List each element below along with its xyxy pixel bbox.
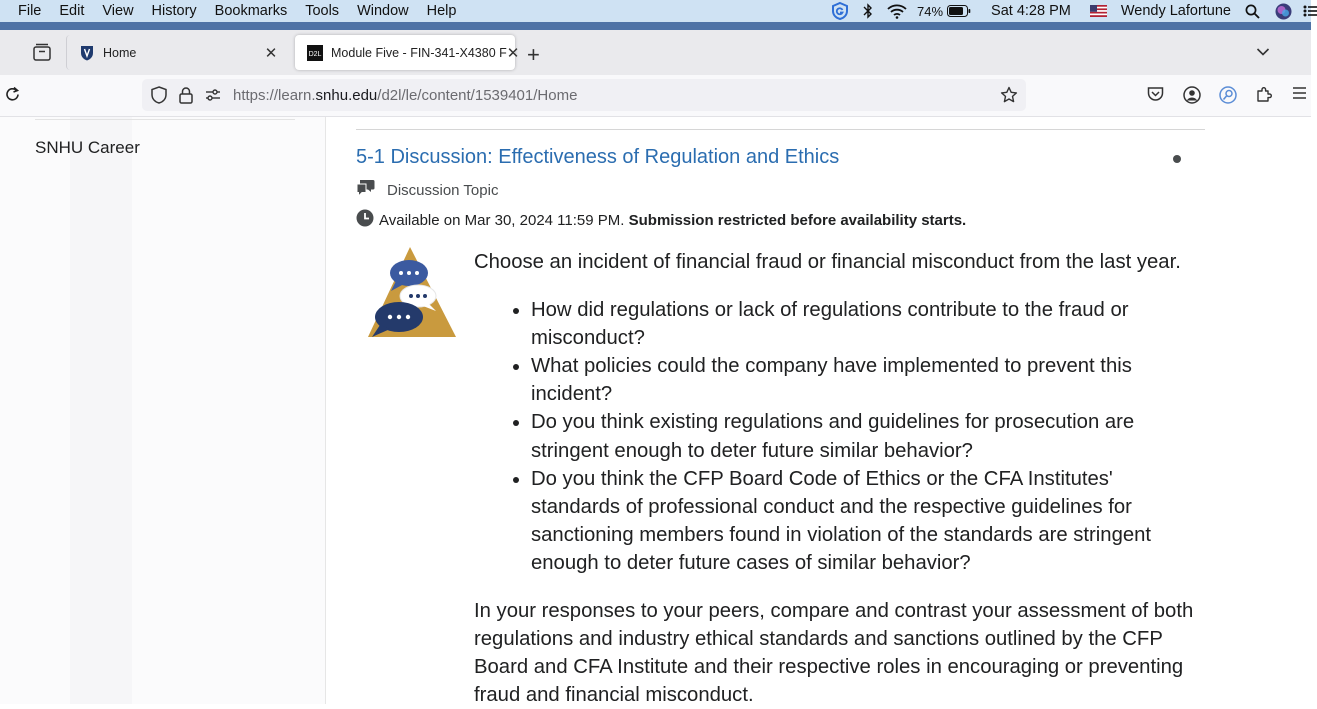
svg-text:D2L: D2L: [308, 50, 322, 58]
siri-icon[interactable]: [1275, 3, 1292, 20]
bluetooth-icon[interactable]: [863, 3, 873, 19]
chevron-down-icon[interactable]: [1256, 44, 1270, 62]
menu-file[interactable]: File: [18, 3, 42, 19]
lock-icon[interactable]: [179, 87, 193, 104]
sidebar-divider: [35, 119, 295, 120]
d2l-favicon-icon: [307, 45, 323, 61]
content-panel: [326, 117, 1311, 707]
menu-window[interactable]: Window: [357, 3, 409, 19]
hamburger-menu-icon[interactable]: [1292, 86, 1307, 105]
address-bar[interactable]: [142, 79, 1026, 111]
reload-icon[interactable]: [4, 86, 21, 108]
topic-title-link[interactable]: 5-1 Discussion: Effectiveness of Regulation and Ethics: [356, 146, 840, 168]
close-tab-icon[interactable]: ✕: [264, 44, 278, 62]
new-tab-icon[interactable]: +: [527, 42, 540, 67]
closing-paragraph: In your responses to your peers, compare and contrast your assessment of both regulations and industry ethical standards and sanctions outlined by the CFP Board and CFA Institute and their respective roles in encouraging or preventing fraud and financial misconduct.: [474, 600, 1194, 707]
navigation-toolbar: [0, 75, 1311, 117]
content-divider: [356, 129, 1205, 130]
extension-blue-icon[interactable]: [1219, 86, 1237, 109]
clock-icon: [356, 209, 374, 231]
tab-strip: [0, 30, 1311, 75]
topic-description: [474, 248, 1204, 709]
account-icon[interactable]: [1183, 86, 1201, 109]
menu-help[interactable]: Help: [426, 3, 457, 19]
tab-title: Module Five - FIN-341-X4380 F: [331, 45, 507, 60]
question-list: [474, 296, 1204, 577]
close-tab-icon[interactable]: ✕: [506, 44, 520, 62]
tab-title: Home: [103, 45, 137, 60]
menu-view[interactable]: View: [102, 3, 134, 19]
menu-tools[interactable]: Tools: [305, 3, 340, 19]
discussion-illustration: [366, 245, 458, 341]
tracking-protection-shield-icon[interactable]: [151, 86, 167, 104]
intro-paragraph: Choose an incident of financial fraud or financial misconduct from the last year.: [474, 251, 1181, 273]
list-item: • Do you think the CFP Board Code of Ethics or the CFA Institutes' standards of professional conduct and the respective guidelines for sanctioning members found in violation of the standards are stringent enough to deter future cases of similar behavior?: [531, 465, 1204, 577]
list-item: • How did regulations or lack of regulations contribute to the fraud or misconduct?: [531, 296, 1204, 352]
grammarly-icon[interactable]: [831, 2, 849, 20]
course-sidebar: [0, 117, 326, 704]
menubar-clock[interactable]: Sat 4:28 PM: [991, 3, 1071, 19]
battery-percent: 74%: [917, 3, 944, 19]
snhu-shield-icon: [79, 45, 95, 61]
tab-home[interactable]: [66, 35, 288, 70]
topic-type: [356, 179, 498, 201]
control-center-icon[interactable]: [1303, 4, 1317, 18]
restriction-text: Submission restricted before availability starts.: [628, 211, 967, 229]
menubar-user[interactable]: Wendy Lafortune: [1120, 3, 1231, 19]
pocket-icon[interactable]: [1147, 86, 1164, 107]
menu-history[interactable]: History: [151, 3, 197, 19]
extensions-puzzle-icon[interactable]: [1256, 86, 1273, 108]
url-text[interactable]: https://learn.snhu.edu/d2l/le/content/1539401/Home: [233, 86, 578, 104]
wifi-icon[interactable]: [887, 4, 907, 19]
list-item: • Do you think existing regulations and guidelines for prosecution are stringent enough to deter future similar behavior?: [531, 408, 1204, 464]
site-permissions-icon[interactable]: [205, 88, 221, 102]
macos-menubar: [0, 0, 1311, 22]
availability-info: [356, 209, 966, 231]
discussion-icon: [356, 179, 375, 201]
topic-type-label: Discussion Topic: [387, 181, 499, 199]
battery-icon[interactable]: [947, 5, 971, 17]
sidebar-shade: [70, 117, 132, 704]
us-flag-icon[interactable]: [1090, 5, 1107, 17]
menu-edit[interactable]: Edit: [59, 3, 85, 19]
sidebar-item-snhu-career[interactable]: SNHU Career: [35, 138, 140, 157]
availability-text: Available on Mar 30, 2024 11:59 PM.: [379, 211, 625, 229]
window-top-accent: [0, 22, 1311, 30]
spotlight-search-icon[interactable]: [1245, 4, 1260, 19]
firefox-view-icon[interactable]: [22, 42, 62, 66]
menu-bookmarks[interactable]: Bookmarks: [214, 3, 288, 19]
list-item: • What policies could the company have implemented to prevent this incident?: [531, 352, 1204, 408]
unread-indicator: [1173, 155, 1181, 163]
tab-module-five[interactable]: [295, 35, 520, 70]
bookmark-star-icon[interactable]: [1000, 86, 1018, 109]
